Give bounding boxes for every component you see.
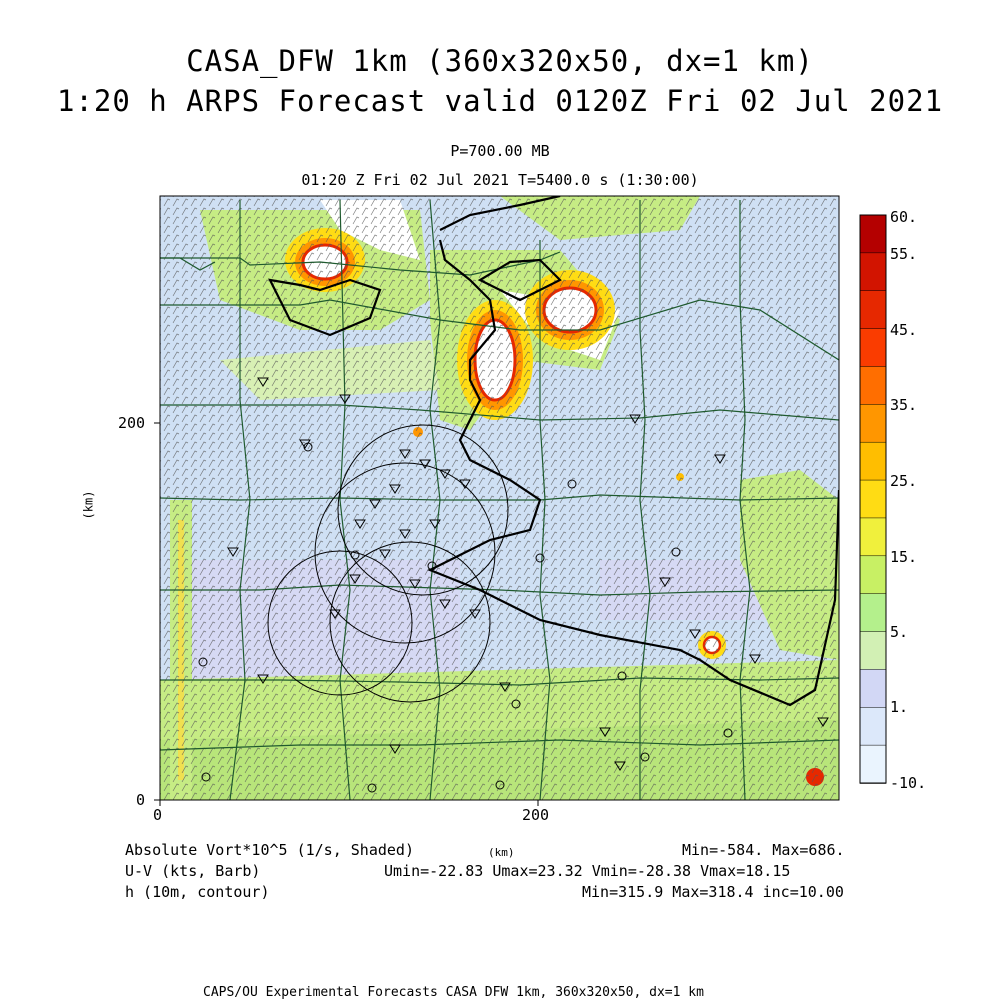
x-tick-200: 200: [522, 806, 550, 824]
colorbar-label: 5.: [890, 623, 909, 641]
colorbar-swatch: [860, 404, 886, 442]
colorbar-swatch: [860, 253, 886, 291]
title-line2: 1:20 h ARPS Forecast valid 0120Z Fri 02 Jul 2021: [56, 84, 944, 118]
field2-minmax: Umin=-22.83 Umax=23.32 Vmin=-28.38 Vmax=18.15: [384, 862, 791, 880]
field3-minmax: Min=315.9 Max=318.4 inc=10.00: [582, 883, 844, 901]
colorbar-label: 55.: [890, 245, 918, 263]
field2-description: U-V (kts, Barb): [125, 862, 261, 880]
credit-line: CAPS/OU Experimental Forecasts CASA DFW 1km, 360x320x50, dx=1 km: [203, 985, 704, 1000]
x-axis-label: (km): [488, 846, 515, 859]
colorbar-swatch: [860, 556, 886, 594]
colorbar-label: 60.: [890, 208, 918, 226]
y-tick-200: 200: [118, 414, 146, 432]
colorbar-swatch: [860, 669, 886, 707]
colorbar-swatch: [860, 480, 886, 518]
wind-barbs: [160, 196, 839, 800]
field1-description: Absolute Vort*10^5 (1/s, Shaded): [125, 841, 414, 859]
title-line1: CASA_DFW 1km (360x320x50, dx=1 km): [186, 44, 814, 78]
field1-minmax: Min=-584. Max=686.: [682, 841, 845, 859]
y-axis-label: (km): [81, 490, 96, 520]
colorbar-label: 25.: [890, 472, 918, 490]
colorbar-label: 35.: [890, 396, 918, 414]
x-tick-0: 0: [153, 806, 163, 824]
colorbar-label: 45.: [890, 321, 918, 339]
colorbar-swatch: [860, 632, 886, 670]
colorbar-label: 15.: [890, 548, 918, 566]
colorbar-swatch: [860, 594, 886, 632]
colorbar-label: 1.: [890, 698, 909, 716]
colorbar: [860, 215, 886, 784]
colorbar-swatch: [860, 707, 886, 745]
valid-time-line: 01:20 Z Fri 02 Jul 2021 T=5400.0 s (1:30:00): [301, 171, 699, 189]
colorbar-swatch: [860, 366, 886, 404]
colorbar-swatch: [860, 442, 886, 480]
map-plot-area: [160, 196, 840, 800]
colorbar-swatch: [860, 215, 886, 253]
pressure-level: P=700.00 MB: [450, 142, 550, 160]
colorbar-label: -10.: [890, 774, 927, 792]
colorbar-swatch: [860, 291, 886, 329]
y-tick-0: 0: [136, 791, 146, 809]
colorbar-swatch: [860, 329, 886, 367]
colorbar-swatch: [860, 518, 886, 556]
field3-description: h (10m, contour): [125, 883, 270, 901]
colorbar-swatch: [860, 745, 886, 783]
